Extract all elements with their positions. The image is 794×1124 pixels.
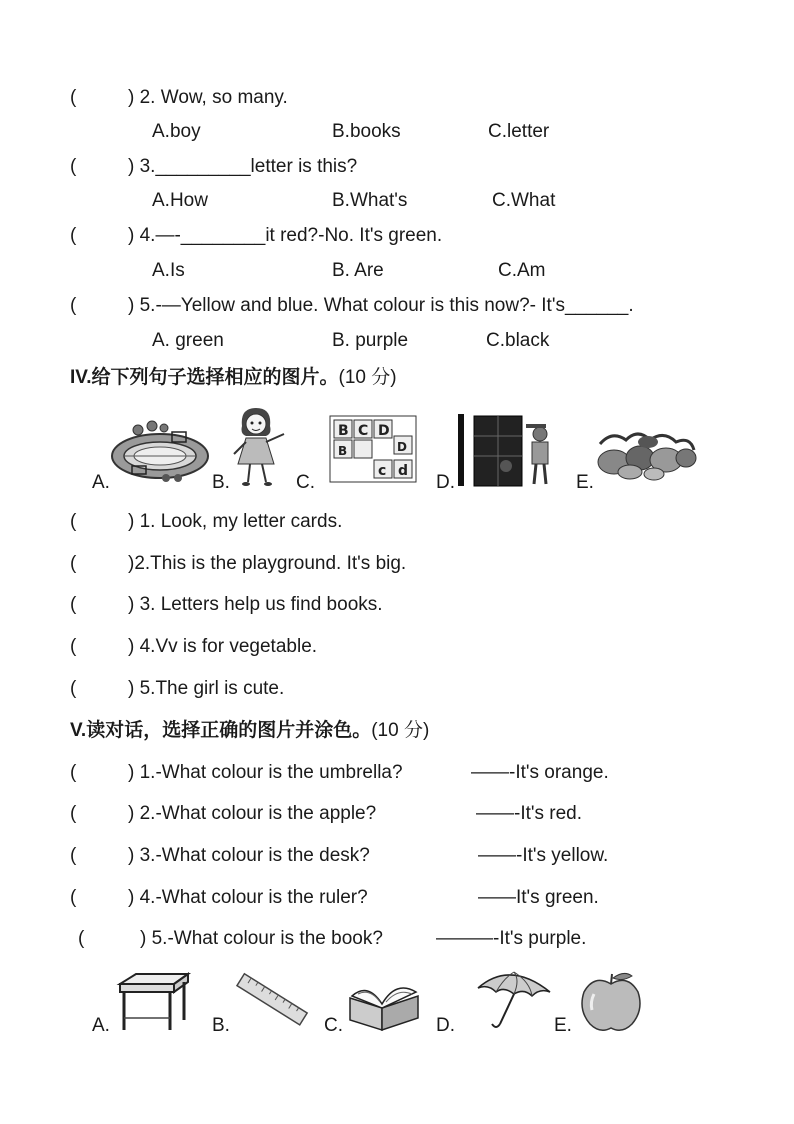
- picture-label-c: C.: [324, 1015, 343, 1036]
- section-score: (10 分): [338, 367, 397, 388]
- question-text: ) 3._________letter is this?: [128, 156, 358, 177]
- option-a: A.Is: [152, 260, 185, 281]
- option-b: B.books: [332, 121, 401, 142]
- book-icon: [346, 968, 422, 1034]
- option-b: B.What's: [332, 190, 408, 211]
- answer-paren[interactable]: (: [70, 295, 77, 316]
- answer-text: ——-It's yellow.: [478, 845, 609, 866]
- question-text: ) 4.—-________it red?-No. It's green.: [128, 225, 443, 246]
- answer-paren[interactable]: (: [70, 887, 77, 908]
- picture-label-e: E.: [576, 472, 594, 493]
- answer-text: ———-It's purple.: [436, 928, 587, 949]
- answer-text: ——-It's red.: [476, 803, 583, 824]
- picture-label-b: B.: [212, 1015, 230, 1036]
- ruler-icon: [232, 968, 310, 1034]
- svg-text:D: D: [397, 440, 407, 454]
- option-b: B. Are: [332, 260, 384, 281]
- picture-label-a: A.: [92, 472, 110, 493]
- answer-text: ——It's green.: [478, 887, 599, 908]
- letter-cards-icon: [328, 414, 418, 484]
- question-text: ) 1. Look, my letter cards.: [128, 511, 343, 532]
- picture-label-a: A.: [92, 1015, 110, 1036]
- answer-paren[interactable]: (: [70, 678, 77, 699]
- library-icon: [454, 412, 564, 488]
- answer-paren[interactable]: (: [78, 928, 85, 949]
- option-c: C.black: [486, 330, 550, 351]
- answer-paren[interactable]: (: [70, 225, 77, 246]
- option-c: C.letter: [488, 121, 550, 142]
- option-c: C.Am: [498, 260, 546, 281]
- svg-text:c: c: [378, 463, 387, 479]
- answer-paren[interactable]: (: [70, 845, 77, 866]
- section-heading: [70, 366, 397, 390]
- question-text: )2.This is the playground. It's big.: [128, 553, 407, 574]
- answer-paren[interactable]: (: [70, 594, 77, 615]
- question-text: ) 4.Vv is for vegetable.: [128, 636, 318, 657]
- picture-label-e: E.: [554, 1015, 572, 1036]
- picture-label-d: D.: [436, 472, 455, 493]
- answer-text: ——-It's orange.: [471, 762, 609, 783]
- question-text: ) 5.The girl is cute.: [128, 678, 285, 699]
- apple-icon: [576, 970, 646, 1034]
- question-text: ) 5.-—Yellow and blue. What colour is this now?- It's______.: [128, 295, 634, 316]
- answer-paren[interactable]: (: [70, 87, 77, 108]
- picture-label-b: B.: [212, 472, 230, 493]
- desk-icon: [114, 970, 192, 1034]
- question-text: ) 3. Letters help us find books.: [128, 594, 383, 615]
- question-text: ) 2.-What colour is the apple?: [128, 803, 377, 824]
- answer-paren[interactable]: (: [70, 762, 77, 783]
- girl-icon: [228, 404, 288, 488]
- section-score: (10 分): [371, 720, 430, 741]
- option-a: A.boy: [152, 121, 201, 142]
- picture-label-d: D.: [436, 1015, 455, 1036]
- answer-paren[interactable]: (: [70, 636, 77, 657]
- question-text: ) 3.-What colour is the desk?: [128, 845, 370, 866]
- option-c: C.What: [492, 190, 556, 211]
- svg-text:d: d: [398, 463, 409, 479]
- question-text: ) 4.-What colour is the ruler?: [128, 887, 368, 908]
- section-heading: [70, 719, 429, 743]
- answer-paren[interactable]: (: [70, 156, 77, 177]
- answer-paren[interactable]: (: [70, 511, 77, 532]
- question-text: ) 2. Wow, so many.: [128, 87, 288, 108]
- section-title: IV.给下列句子选择相应的图片。: [70, 367, 339, 388]
- section-title: V.读对话，选择正确的图片并涂色。: [70, 720, 372, 741]
- svg-text:B: B: [338, 444, 348, 458]
- option-a: A. green: [152, 330, 224, 351]
- svg-text:C: C: [358, 423, 369, 439]
- umbrella-icon: [474, 966, 554, 1032]
- option-a: A.How: [152, 190, 208, 211]
- svg-text:B: B: [338, 423, 349, 439]
- question-text: ) 5.-What colour is the book?: [140, 928, 383, 949]
- vegetables-icon: [592, 424, 698, 482]
- option-b: B. purple: [332, 330, 409, 351]
- picture-label-c: C.: [296, 472, 315, 493]
- playground-icon: [108, 418, 212, 484]
- answer-paren[interactable]: (: [70, 803, 77, 824]
- answer-paren[interactable]: (: [70, 553, 77, 574]
- question-text: ) 1.-What colour is the umbrella?: [128, 762, 403, 783]
- svg-text:D: D: [378, 423, 390, 439]
